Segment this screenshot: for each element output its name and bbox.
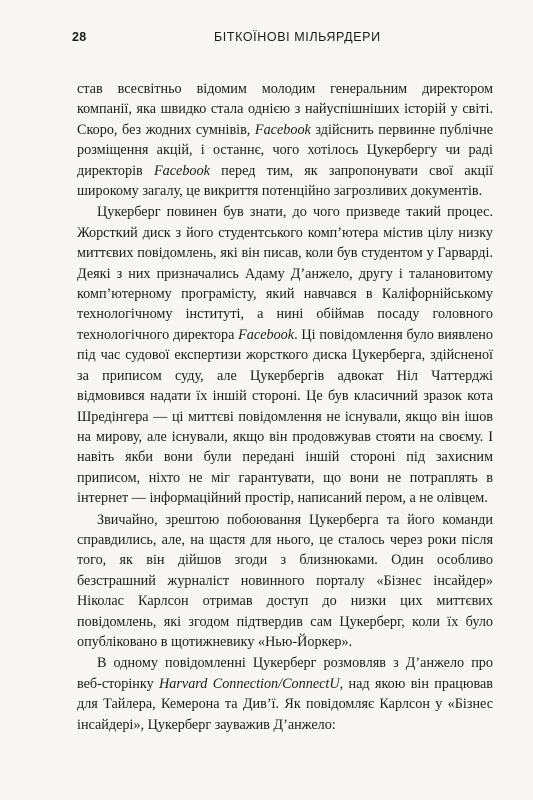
italic-text: Facebook bbox=[238, 326, 295, 343]
text-run: Цукерберг повинен був знати, до чого призведе такий процес. Жорсткий диск з його студентського комп’ютера містив цілу низку миттєвих повідомлень, які він писав, коли був студентом у Гарварді. Деякі з них призначались Адаму Д’анжело, другу і талановитому комп’ютерному програмісту, який навчався в Каліфорнійському технологічному інституті, а нині обіймав посаду головного технологічного директора bbox=[77, 204, 493, 343]
text-run: В одному повідомленні Цукерберг розмовляв з Д’анжело про веб-сторінку bbox=[77, 655, 493, 692]
page-header bbox=[72, 30, 493, 50]
body-text bbox=[77, 79, 493, 736]
page-number: 28 bbox=[72, 30, 87, 44]
text-run: , над якою він працював для Тайлера, Кемерона та Див’ї. Як повідомляє Карлсон у «Бізнес інсайдері», Цукерберг зауважив Д’анжело: bbox=[77, 675, 493, 733]
text-run: перед тим, як запропонувати свої акції широкому загалу, це викриття потенційно загрозливих документів. bbox=[77, 162, 494, 200]
italic-text: Harvard Connection/ConnectU bbox=[159, 675, 340, 692]
text-run: Звичайно, зрештою побоювання Цукерберга та його команди справдились, але, на щастя для нього, це сталось через роки після того, як він дійшов згоди з близнюками. Один особливо безстрашний журналіст новинного порталу «Бізнес інсайдер» Ніколас Карлсон отримав доступ до низки цих миттєвих повідомлень, які згодом підтвердив сам Цукерберг, коли їх було опубліковано в щотижневику «Нью-Йоркер». bbox=[77, 511, 493, 650]
paragraph bbox=[77, 510, 493, 653]
paragraph bbox=[77, 202, 493, 508]
running-title: БІТКОЇНОВІ МІЛЬЯРДЕРИ bbox=[214, 30, 381, 44]
italic-text: Facebook bbox=[254, 121, 311, 138]
paragraph bbox=[77, 79, 493, 201]
text-run: здійснить первинне публічне розміщення акцій, і останнє, чого хотілось Цукербергу чи раді директорів bbox=[77, 121, 494, 179]
italic-text: Facebook bbox=[153, 162, 210, 179]
text-run: став всесвітньо відомим молодим генеральним директором компанії, яка швидко стала однією з найуспішніших історій у світі. Скоро, без жодних сумнівів, bbox=[77, 81, 493, 138]
text-run: . Ці повідомлення було виявлено під час судової експертизи жорсткого диска Цукерберга, здійсненої за приписом суду, але Цукербергів адвокат Ніл Чаттерджі відмовився надати їх іншій стороні. Це був класичний зразок кота Шредінгера — ці миттєві повідомлення не існували, якщо він ішов на мирову, але існували, якщо він продовжував стояти на своєму. І навіть якби вони були передані іншій стороні під захисним приписом, ніхто не міг гарантувати, що вони не потраплять в інтернет — інформаційний простір, написаний пером, а не олівцем. bbox=[77, 326, 493, 507]
paragraph bbox=[77, 653, 493, 735]
